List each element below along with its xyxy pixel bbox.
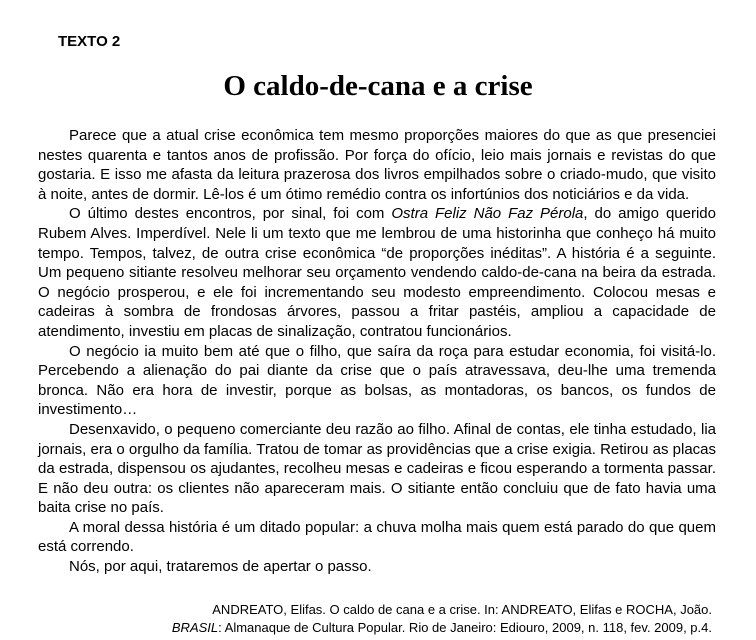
paragraph-3: O negócio ia muito bem até que o filho, que saíra da roça para estudar economia, foi visitá-lo. Percebendo a alienação do pai diante da crise que o país atravessava, deu-lhe uma tremenda bronca. Não era hora de investir, porque as bolsas, as montadoras, os bancos, os fundos de investimento… <box>38 342 716 419</box>
citation-line-1: ANDREATO, Elifas. O caldo de cana e a crise. In: ANDREATO, Elifas e ROCHA, João. <box>212 602 712 617</box>
citation-line-2 <box>38 619 712 637</box>
paragraph-5: A moral dessa história é um ditado popular: a chuva molha mais quem está parado do que quem está correndo. <box>38 518 716 556</box>
paragraph-2 <box>38 204 716 341</box>
paragraph-2-text-after-italic: , do amigo querido Rubem Alves. Imperdível. Nele li um texto que me lembrou de uma historinha que conheço há muito tempo. Tempos, talvez, de outra crise econômica “de proporções inéditas”. A história é a seguinte. Um pequeno sitiante resolveu melhorar seu orçamento vendendo caldo-de-cana na beira da estrada. O negócio prosperou, e ele foi incrementando seu modesto empreendimento. Colocou mesas e cadeiras à sombra de frondosas árvores, passou a fritar pastéis, ampliou a capacidade de atendimento, investiu em placas de sinalização, contratou funcionários. <box>38 205 716 340</box>
citation-work-title: BRASIL <box>171 619 219 635</box>
paragraph-2-book-title: Ostra Feliz Não Faz Pérola <box>391 205 584 223</box>
paragraph-1: Parece que a atual crise econômica tem mesmo proporções maiores do que as que presenciei nestes quarenta e tantos anos de profissão. Por força do ofício, leio mais jornais e revistas do que gostaria. E isso me afasta da leitura prazerosa dos livros empilhados sobre o criado-mudo, que visito à noite, antes de dormir. Lê-los é um ótimo remédio contra os infortúnios dos noticiários e da vida. <box>38 127 716 203</box>
document-body <box>38 126 716 577</box>
paragraph-2-text-before-italic: O último destes encontros, por sinal, foi com <box>69 205 392 223</box>
paragraph-4: Desenxavido, o pequeno comerciante deu razão ao filho. Afinal de contas, ele tinha estudado, lia jornais, era o orgulho da família. Tratou de tomar as providências que a crise exigia. Retirou as placas da estrada, dispensou os ajudantes, recolheu mesas e cadeiras e ficou esperando a tormenta passar. E não deu outra: os clientes não apareceram mais. O sitiante então concluiu que de fato havia uma baita crise no país. <box>38 420 716 517</box>
text-section-label: TEXTO 2 <box>58 33 121 50</box>
paragraph-6: Nós, por aqui, trataremos de apertar o passo. <box>69 558 372 576</box>
citation-block <box>38 601 712 636</box>
document-title: O caldo-de-cana e a crise <box>223 70 533 102</box>
citation-line-2-rest: : Almanaque de Cultura Popular. Rio de Janeiro: Ediouro, 2009, n. 118, fev. 2009, p.4. <box>218 619 712 635</box>
